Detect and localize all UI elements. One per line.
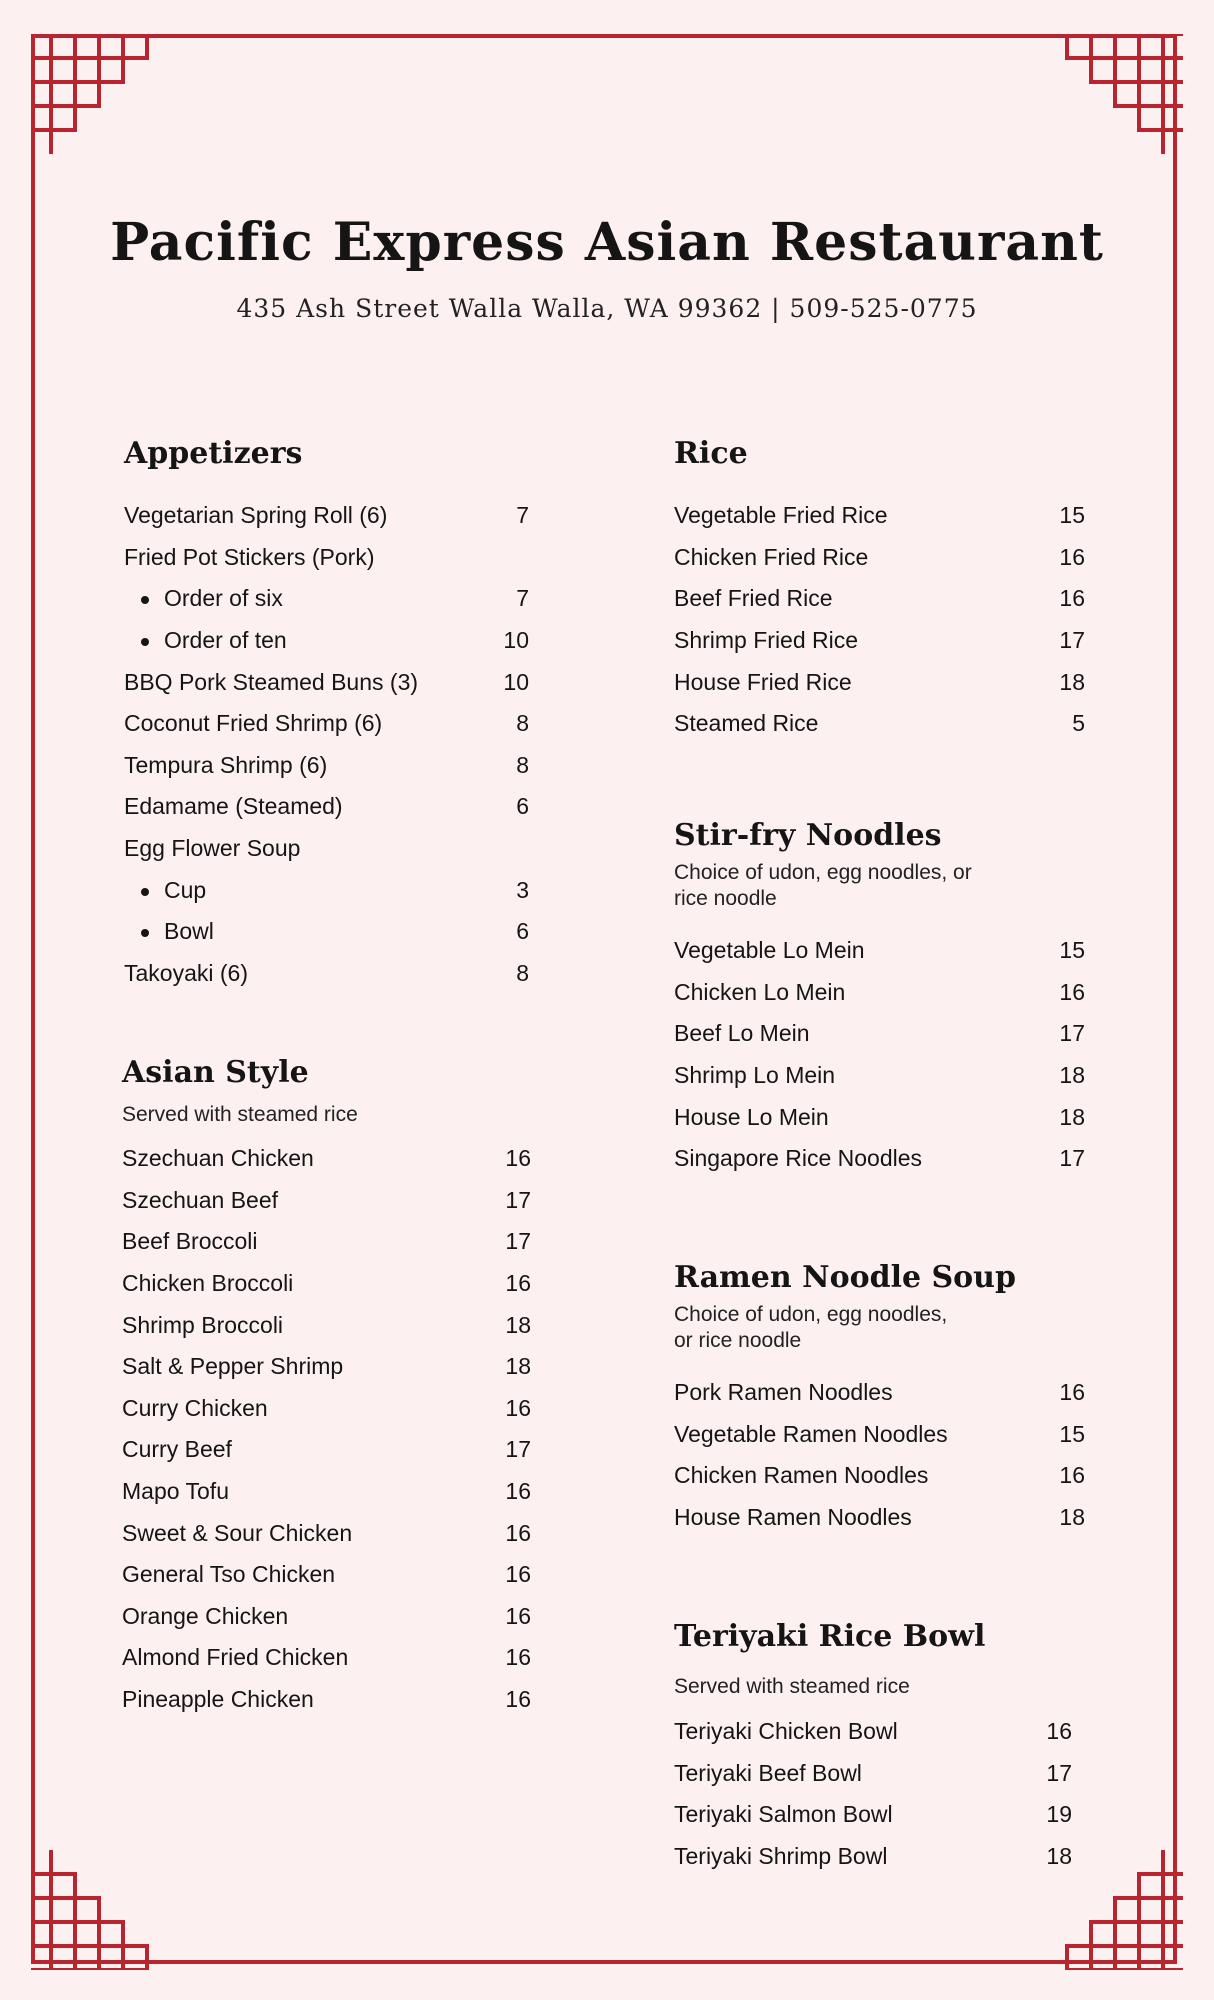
asian-style-list bbox=[122, 1138, 531, 1720]
item-price: 8 bbox=[516, 959, 529, 986]
item-price: 17 bbox=[1059, 627, 1085, 654]
item-name: Vegetable Fried Rice bbox=[674, 502, 888, 529]
item-price: 18 bbox=[505, 1311, 531, 1338]
item-price: 10 bbox=[503, 627, 529, 654]
item-name: Vegetable Lo Mein bbox=[674, 937, 865, 964]
menu-item bbox=[122, 1512, 531, 1554]
section-stir-fry-noodles bbox=[674, 816, 1085, 1180]
item-name: Egg Flower Soup bbox=[124, 835, 301, 862]
menu-item bbox=[674, 930, 1085, 972]
item-name: Sweet & Sour Chicken bbox=[122, 1519, 353, 1546]
menu-item bbox=[674, 1794, 1072, 1836]
menu-item bbox=[674, 1055, 1085, 1097]
menu-item bbox=[674, 1372, 1085, 1414]
item-name: Orange Chicken bbox=[122, 1602, 289, 1629]
item-price: 16 bbox=[1059, 543, 1085, 570]
appetizers-list bbox=[124, 495, 529, 994]
item-price: 16 bbox=[1059, 585, 1085, 612]
item-name: Beef Lo Mein bbox=[674, 1020, 810, 1047]
lattice-corner-ornament-bottom-left bbox=[31, 1850, 151, 1970]
section-title: Teriyaki Rice Bowl bbox=[674, 1619, 986, 1654]
item-name: Shrimp Lo Mein bbox=[674, 1062, 836, 1089]
item-name: House Lo Mein bbox=[674, 1103, 829, 1130]
menu-item bbox=[674, 537, 1085, 579]
item-price: 7 bbox=[516, 585, 529, 612]
menu-item bbox=[122, 1263, 531, 1305]
item-name: Chicken Fried Rice bbox=[674, 543, 869, 570]
section-subtitle: Served with steamed rice bbox=[122, 1103, 358, 1126]
item-name: Shrimp Fried Rice bbox=[674, 627, 859, 654]
item-price: 16 bbox=[505, 1602, 531, 1629]
menu-item bbox=[122, 1679, 531, 1721]
menu-item bbox=[674, 661, 1085, 703]
item-price: 18 bbox=[1059, 1504, 1085, 1531]
item-name: Fried Pot Stickers (Pork) bbox=[124, 543, 375, 570]
item-price: 16 bbox=[505, 1478, 531, 1505]
item-name: Beef Fried Rice bbox=[674, 585, 833, 612]
item-name: General Tso Chicken bbox=[122, 1561, 336, 1588]
section-subtitle-line: Choice of udon, egg noodles, or bbox=[674, 861, 972, 884]
lattice-corner-ornament-top-left bbox=[31, 34, 151, 154]
item-price: 7 bbox=[516, 502, 529, 529]
item-name: Curry Beef bbox=[122, 1436, 232, 1463]
menu-item bbox=[674, 1096, 1085, 1138]
menu-item bbox=[124, 786, 529, 828]
menu-item bbox=[122, 1346, 531, 1388]
menu-item bbox=[674, 1138, 1085, 1180]
menu-item bbox=[122, 1180, 531, 1222]
item-price: 15 bbox=[1059, 937, 1085, 964]
item-name: Vegetable Ramen Noodles bbox=[674, 1420, 948, 1447]
item-name: Order of ten bbox=[124, 627, 287, 654]
menu-item bbox=[674, 1455, 1085, 1497]
menu-item bbox=[122, 1304, 531, 1346]
menu-item bbox=[122, 1596, 531, 1638]
item-price: 19 bbox=[1046, 1801, 1072, 1828]
item-price: 16 bbox=[505, 1686, 531, 1713]
item-name: Cup bbox=[124, 877, 206, 904]
section-subtitle: Served with steamed rice bbox=[674, 1675, 910, 1698]
item-name: Teriyaki Shrimp Bowl bbox=[674, 1843, 888, 1870]
item-name: Curry Chicken bbox=[122, 1394, 268, 1421]
menu-item bbox=[674, 972, 1085, 1014]
menu-item bbox=[674, 1753, 1072, 1795]
item-name: Beef Broccoli bbox=[122, 1228, 258, 1255]
item-name: Almond Fried Chicken bbox=[122, 1644, 349, 1671]
item-name: Teriyaki Beef Bowl bbox=[674, 1759, 862, 1786]
menu-item bbox=[674, 1836, 1072, 1878]
item-price: 16 bbox=[1059, 1379, 1085, 1406]
item-price: 17 bbox=[1059, 1020, 1085, 1047]
menu-item bbox=[674, 1414, 1085, 1456]
item-price: 15 bbox=[1059, 502, 1085, 529]
item-name: Edamame (Steamed) bbox=[124, 793, 343, 820]
menu-item bbox=[122, 1429, 531, 1471]
item-price: 17 bbox=[1059, 1145, 1085, 1172]
item-price: 5 bbox=[1072, 710, 1085, 737]
item-name: Pineapple Chicken bbox=[122, 1686, 314, 1713]
menu-item-option bbox=[124, 911, 529, 953]
item-price: 16 bbox=[505, 1561, 531, 1588]
section-subtitle bbox=[674, 1302, 1085, 1354]
item-price: 16 bbox=[505, 1270, 531, 1297]
item-name: Szechuan Beef bbox=[122, 1186, 279, 1213]
item-name: House Ramen Noodles bbox=[674, 1504, 912, 1531]
menu-item bbox=[124, 703, 529, 745]
item-price: 18 bbox=[1059, 668, 1085, 695]
item-name: Tempura Shrimp (6) bbox=[124, 751, 328, 778]
menu-item bbox=[674, 495, 1085, 537]
lattice-corner-ornament-top-right bbox=[1063, 34, 1183, 154]
item-name: Shrimp Broccoli bbox=[122, 1311, 284, 1338]
item-price: 18 bbox=[1046, 1843, 1072, 1870]
section-title: Stir-fry Noodles bbox=[674, 818, 942, 853]
item-price: 17 bbox=[1046, 1759, 1072, 1786]
rice-list bbox=[674, 495, 1085, 745]
menu-item bbox=[122, 1554, 531, 1596]
item-name: Salt & Pepper Shrimp bbox=[122, 1353, 344, 1380]
item-price: 17 bbox=[505, 1436, 531, 1463]
menu-item-option bbox=[124, 620, 529, 662]
menu-item bbox=[674, 703, 1085, 745]
section-subtitle-line: or rice noodle bbox=[674, 1329, 802, 1352]
section-ramen-noodle-soup bbox=[674, 1258, 1085, 1538]
menu-item bbox=[674, 1497, 1085, 1539]
item-price: 16 bbox=[1046, 1718, 1072, 1745]
menu-item bbox=[674, 1013, 1085, 1055]
menu-item bbox=[124, 828, 529, 870]
lattice-corner-ornament-bottom-right bbox=[1063, 1850, 1183, 1970]
item-name: Mapo Tofu bbox=[122, 1478, 229, 1505]
item-price: 16 bbox=[505, 1394, 531, 1421]
menu-item bbox=[122, 1471, 531, 1513]
menu-item bbox=[674, 578, 1085, 620]
item-price: 3 bbox=[516, 876, 529, 903]
section-asian-style bbox=[122, 1053, 531, 1720]
item-price: 10 bbox=[503, 668, 529, 695]
item-name: Takoyaki (6) bbox=[124, 959, 248, 986]
item-price: 17 bbox=[505, 1228, 531, 1255]
menu-item bbox=[124, 661, 529, 703]
restaurant-title: Pacific Express Asian Restaurant bbox=[110, 212, 1104, 273]
menu-item bbox=[122, 1388, 531, 1430]
section-title: Ramen Noodle Soup bbox=[674, 1260, 1016, 1295]
item-name: Steamed Rice bbox=[674, 710, 819, 737]
item-name: House Fried Rice bbox=[674, 668, 852, 695]
item-price: 18 bbox=[1059, 1062, 1085, 1089]
section-subtitle bbox=[674, 860, 1085, 912]
item-name: Pork Ramen Noodles bbox=[674, 1379, 893, 1406]
item-price: 18 bbox=[505, 1353, 531, 1380]
section-subtitle-line: rice noodle bbox=[674, 887, 777, 910]
item-name: Chicken Broccoli bbox=[122, 1270, 294, 1297]
menu-item bbox=[122, 1138, 531, 1180]
item-price: 6 bbox=[516, 793, 529, 820]
section-title: Asian Style bbox=[122, 1055, 309, 1090]
menu-item bbox=[122, 1637, 531, 1679]
item-price: 18 bbox=[1059, 1103, 1085, 1130]
section-teriyaki-rice-bowl bbox=[674, 1617, 1072, 1877]
menu-item bbox=[674, 620, 1085, 662]
item-price: 15 bbox=[1059, 1420, 1085, 1447]
section-appetizers bbox=[124, 434, 529, 994]
item-price: 16 bbox=[505, 1145, 531, 1172]
item-name: Vegetarian Spring Roll (6) bbox=[124, 502, 388, 529]
item-name: BBQ Pork Steamed Buns (3) bbox=[124, 668, 419, 695]
item-name: Singapore Rice Noodles bbox=[674, 1145, 923, 1172]
section-rice bbox=[674, 434, 1085, 745]
item-name: Teriyaki Salmon Bowl bbox=[674, 1801, 893, 1828]
menu-item bbox=[674, 1711, 1072, 1753]
menu-item bbox=[122, 1221, 531, 1263]
item-name: Teriyaki Chicken Bowl bbox=[674, 1718, 898, 1745]
item-name: Chicken Ramen Noodles bbox=[674, 1462, 929, 1489]
section-subtitle-line: Choice of udon, egg noodles, bbox=[674, 1303, 948, 1326]
item-price: 16 bbox=[1059, 978, 1085, 1005]
restaurant-address: 435 Ash Street Walla Walla, WA 99362 | 509-525-0775 bbox=[236, 294, 978, 323]
teriyaki-list bbox=[674, 1711, 1072, 1877]
item-price: 6 bbox=[516, 918, 529, 945]
item-name: Coconut Fried Shrimp (6) bbox=[124, 710, 383, 737]
item-price: 17 bbox=[505, 1186, 531, 1213]
section-title: Appetizers bbox=[124, 436, 303, 471]
item-name: Order of six bbox=[124, 585, 283, 612]
menu-item-option bbox=[124, 578, 529, 620]
section-title: Rice bbox=[674, 436, 748, 471]
item-price: 8 bbox=[516, 751, 529, 778]
item-price: 16 bbox=[505, 1519, 531, 1546]
menu-item bbox=[124, 537, 529, 579]
ramen-list bbox=[674, 1372, 1085, 1538]
menu-item-option bbox=[124, 869, 529, 911]
stir-fry-list bbox=[674, 930, 1085, 1180]
item-name: Szechuan Chicken bbox=[122, 1145, 314, 1172]
item-price: 16 bbox=[505, 1644, 531, 1671]
item-price: 16 bbox=[1059, 1462, 1085, 1489]
item-name: Chicken Lo Mein bbox=[674, 978, 846, 1005]
menu-item bbox=[124, 745, 529, 787]
menu-item bbox=[124, 495, 529, 537]
menu-item bbox=[124, 953, 529, 995]
item-price: 8 bbox=[516, 710, 529, 737]
item-name: Bowl bbox=[124, 918, 214, 945]
